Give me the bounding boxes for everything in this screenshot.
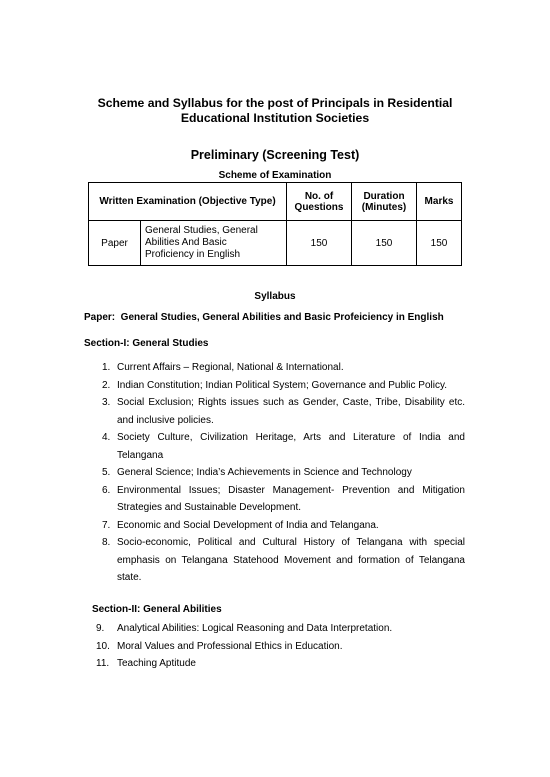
cell-subject-line2: Abilities And Basic (145, 237, 227, 248)
section1-list (102, 359, 465, 587)
list-item-text: Socio-economic, Political and Cultural History of Telangana with special emphasis on Telangana Statehood Movement and formation of Telangana state. (117, 537, 465, 583)
paper-line: Paper: General Studies, General Abilities and Basic Profeiciency in English (84, 312, 444, 323)
header-written-exam: Written Examination (Objective Type) (89, 183, 287, 221)
list-item-number: 8. (102, 537, 111, 548)
cell-marks: 150 (417, 221, 462, 266)
list-item (102, 359, 465, 377)
exam-subtitle: Preliminary (Screening Test) (190, 148, 360, 162)
list-item (96, 655, 465, 673)
list-item (102, 517, 465, 535)
list-item-number: 1. (102, 362, 111, 373)
list-item (102, 377, 465, 395)
header-questions-line2: Questions (294, 201, 344, 213)
header-duration-line1: Duration (363, 190, 405, 202)
list-item-number: 2. (102, 379, 111, 391)
list-item-number: 3. (102, 397, 111, 408)
list-item-text: Social Exclusion; Rights issues such as Gender, Caste, Tribe, Disability etc. and inclusive policies. (117, 397, 465, 426)
list-item-number: 5. (102, 467, 111, 478)
list-item (102, 464, 465, 482)
list-item-text: Analytical Abilities: Logical Reasoning and Data Interpretation. (117, 623, 393, 634)
header-duration (352, 183, 417, 221)
list-item-number: 9. (96, 623, 105, 634)
cell-subject-line1: General Studies, General (145, 225, 258, 236)
cell-subject (141, 221, 287, 266)
table-header-row (89, 183, 462, 221)
list-item (102, 429, 465, 464)
list-item-text: Indian Constitution; Indian Political System; Governance and Public Policy. (117, 379, 447, 391)
list-item (102, 482, 465, 517)
header-questions (287, 183, 352, 221)
list-item-text: General Science; India’s Achievements in Science and Technology (117, 467, 412, 478)
section2-list (96, 620, 465, 673)
list-item-text: Moral Values and Professional Ethics in Education. (117, 640, 343, 652)
syllabus-heading: Syllabus (254, 291, 296, 302)
list-item-text: Economic and Social Development of India and Telangana. (117, 519, 379, 531)
header-questions-line1: No. of (304, 190, 334, 202)
section1-heading: Section-I: General Studies (84, 338, 209, 349)
header-duration-line2: (Minutes) (361, 201, 407, 213)
list-item (96, 638, 465, 656)
list-item-text: Teaching Aptitude (117, 658, 196, 669)
list-item-number: 4. (102, 432, 111, 443)
section2-heading: Section-II: General Abilities (92, 604, 222, 615)
table-row (89, 221, 462, 266)
list-item-number: 10. (96, 640, 110, 652)
list-item-text: Current Affairs – Regional, National & International. (117, 362, 344, 373)
cell-subject-line3: Proficiency in English (145, 249, 241, 260)
cell-questions: 150 (287, 221, 352, 266)
scheme-table (88, 182, 462, 266)
cell-paper: Paper (89, 221, 141, 266)
list-item-text: Environmental Issues; Disaster Management- Prevention and Mitigation Strategies and Sustainable Development. (117, 484, 465, 513)
list-item (102, 534, 465, 587)
header-marks: Marks (417, 183, 462, 221)
list-item-number: 6. (102, 484, 111, 496)
cell-duration: 150 (352, 221, 417, 266)
list-item (96, 620, 465, 638)
list-item-text: Society Culture, Civilization Heritage, Arts and Literature of India and Telangana (117, 432, 465, 461)
list-item (102, 394, 465, 429)
list-item-number: 7. (102, 519, 111, 531)
page-title: Scheme and Syllabus for the post of Principals in Residential Educational Institution Societies (97, 96, 453, 125)
scheme-caption: Scheme of Examination (218, 170, 332, 181)
list-item-number: 11. (96, 658, 110, 669)
